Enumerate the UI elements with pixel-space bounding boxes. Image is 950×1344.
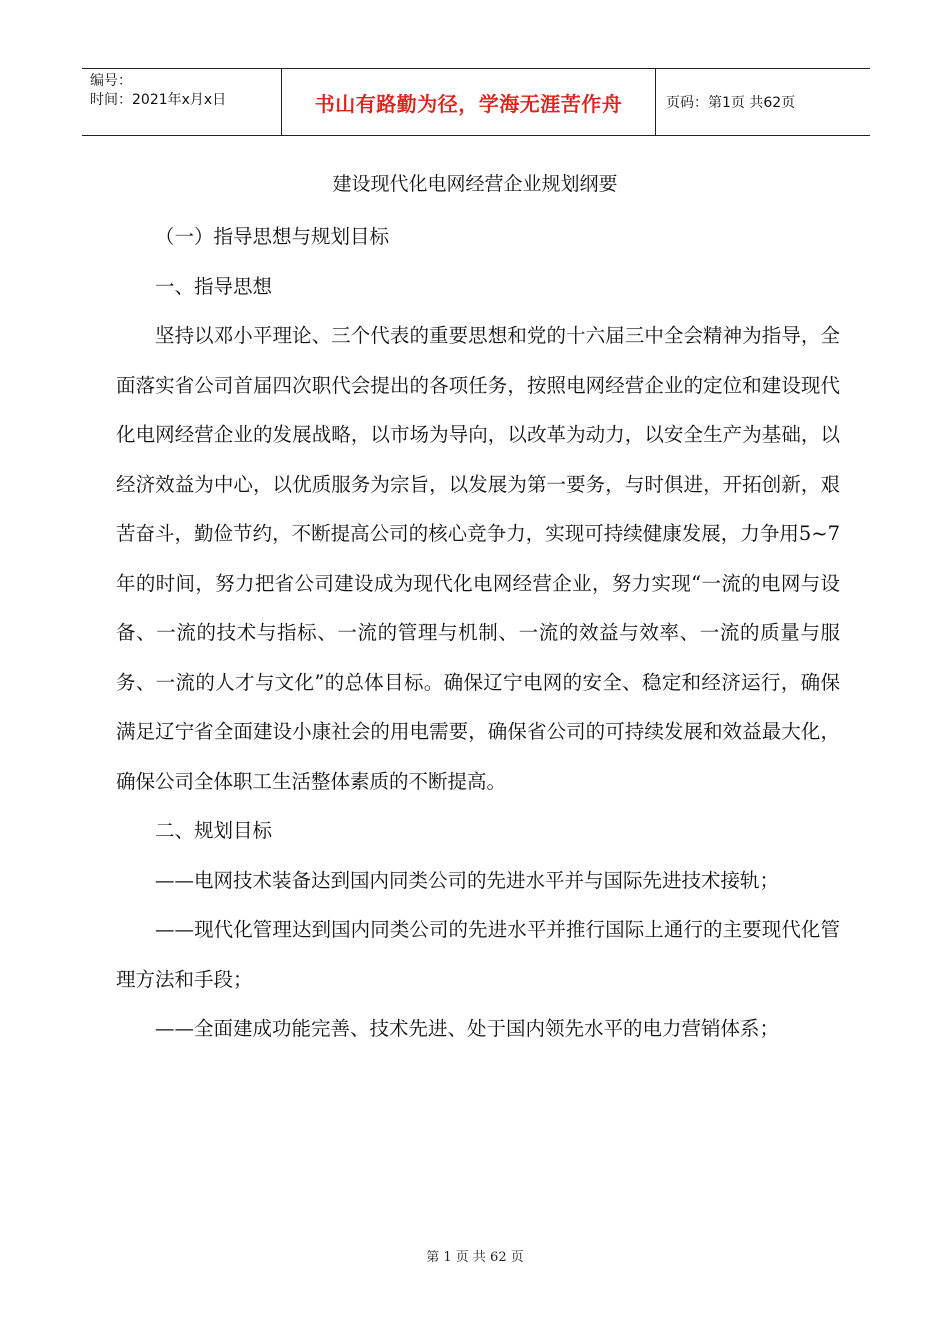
goal-item-modern-management: ——现代化管理达到国内同类公司的先进水平并推行国际上通行的主要现代化管理方法和手段； [116, 918, 840, 991]
header-page-info: 页码：第1页 共62页 [666, 95, 796, 111]
section-heading-guiding-and-goals: （一）指导思想与规划目标 [155, 225, 390, 248]
document-title: 建设现代化电网经营企业规划纲要 [332, 173, 618, 195]
document-body [116, 212, 840, 1054]
time-label: 时间：2021年x月x日 [90, 92, 227, 108]
header-table [82, 68, 870, 136]
section-heading-guiding-thought: 一、指导思想 [155, 274, 273, 298]
page-footer: 第 1 页 共 62 页 [426, 1250, 524, 1265]
section-heading-planning-goals: 二、规划目标 [155, 819, 273, 842]
serial-number-label: 编号： [90, 73, 132, 89]
header-motto: 书山有路勤为径，学海无涯苦作舟 [282, 69, 656, 135]
goal-item-grid-technology: ——电网技术装备达到国内同类公司的先进水平并与国际先进技术接轨； [155, 868, 780, 892]
header-meta-cell [82, 69, 282, 135]
paragraph-guiding-thought: 坚持以邓小平理论、三个代表的重要思想和党的十六届三中全会精神为指导，全面落实省公司首届四次职代会提出的各项任务，按照电网经营企业的定位和建设现代化电网经营企业的发展战略，以市场为导向，以改革为动力，以安全生产为基础，以经济效益为中心，以优质服务为宗旨，以发展为第一要务，与时俱进，开拓创新，艰苦奋斗，勤俭节约，不断提高公司的核心竞争力，实现可持续健康发展，力争用5~7年的时间，努力把省公司建设成为现代化电网经营企业，努力实现“一流的电网与设备、一流的技术与指标、一流的管理与机制、一流的效益与效率、一流的质量与服务、一流的人才与文化”的总体目标。确保辽宁电网的安全、稳定和经济运行，确保满足辽宁省全面建设小康社会的用电需要，确保省公司的可持续发展和效益最大化，确保公司全体职工生活整体素质的不断提高。 [116, 324, 840, 793]
goal-item-marketing-system: ——全面建成功能完善、技术先进、处于国内领先水平的电力营销体系； [155, 1017, 780, 1040]
